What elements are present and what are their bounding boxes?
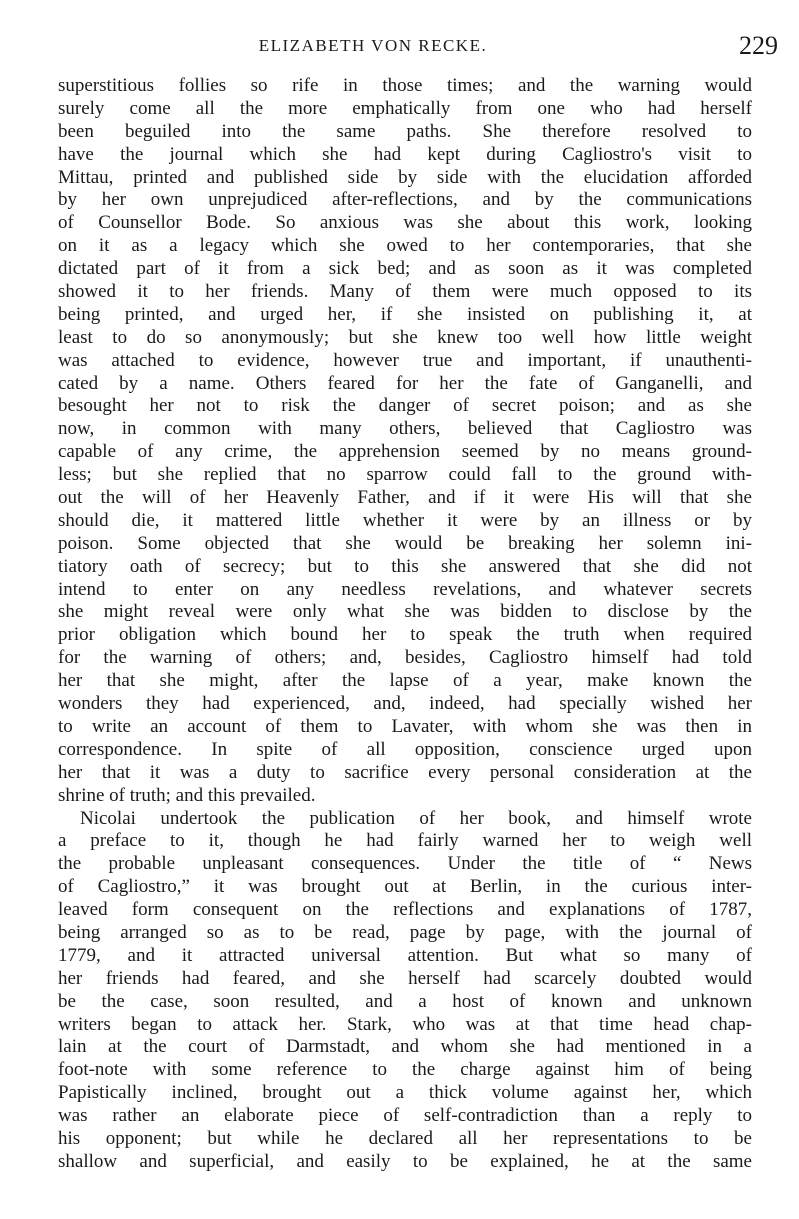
text-line: on it as a legacy which she owed to her contemporaries, that she bbox=[58, 235, 752, 257]
text-line: 1779, and it attracted universal attention. But what so many of bbox=[58, 944, 752, 966]
text-line: was rather an elaborate piece of self-contradiction than a reply to bbox=[58, 1105, 752, 1127]
text-line: the probable unpleasant consequences. Under the title of “ News bbox=[58, 853, 752, 875]
text-line: being arranged so as to be read, page by page, with the journal of bbox=[58, 921, 752, 943]
running-head bbox=[58, 31, 778, 60]
text-line: her that she might, after the lapse of a year, make known the bbox=[58, 670, 752, 692]
running-title: ELIZABETH VON RECKE. bbox=[258, 36, 488, 55]
text-line: cated by a name. Others feared for her the fate of Ganganelli, and bbox=[58, 372, 752, 394]
paragraph bbox=[58, 808, 752, 1174]
text-line: to write an account of them to Lavater, with whom she was then in bbox=[58, 715, 752, 737]
text-line: being printed, and urged her, if she insisted on publishing it, at bbox=[58, 303, 752, 325]
text-line: prior obligation which bound her to speak the truth when required bbox=[58, 624, 752, 646]
text-line: less; but she replied that no sparrow could fall to the ground with- bbox=[58, 464, 752, 486]
text-line: should die, it mattered little whether it were by an illness or by bbox=[58, 509, 752, 531]
text-line: showed it to her friends. Many of them were much opposed to its bbox=[58, 281, 752, 303]
body-text bbox=[58, 75, 752, 1174]
text-line: his opponent; but while he declared all her representations to be bbox=[58, 1127, 752, 1149]
text-line: capable of any crime, the apprehension seemed by no means ground- bbox=[58, 441, 752, 463]
text-line: by her own unprejudiced after-reflections, and by the communications bbox=[58, 189, 752, 211]
text-line: Nicolai undertook the publication of her book, and himself wrote bbox=[80, 807, 752, 829]
text-line: for the warning of others; and, besides, Cagliostro himself had told bbox=[58, 647, 752, 669]
text-line: shrine of truth; and this prevailed. bbox=[58, 784, 316, 806]
text-line: correspondence. In spite of all opposition, conscience urged upon bbox=[58, 738, 752, 760]
text-line: Mittau, printed and published side by side with the elucidation afforded bbox=[58, 166, 752, 188]
text-line: have the journal which she had kept during Cagliostro's visit to bbox=[58, 143, 752, 165]
text-line: she might reveal were only what she was bidden to disclose by the bbox=[58, 601, 752, 623]
text-line: wonders they had experienced, and, indeed, had specially wished her bbox=[58, 693, 752, 715]
text-line: shallow and superficial, and easily to be explained, he at the same bbox=[58, 1150, 752, 1172]
text-line: surely come all the more emphatically from one who had herself bbox=[58, 97, 752, 119]
text-line: superstitious follies so rife in those times; and the warning would bbox=[58, 75, 752, 96]
text-line: her friends had feared, and she herself had scarcely doubted would bbox=[58, 967, 752, 989]
text-line: of Cagliostro,” it was brought out at Berlin, in the curious inter- bbox=[58, 876, 752, 898]
text-line: was attached to evidence, however true and important, if unauthenti- bbox=[58, 349, 752, 371]
text-line: her that it was a duty to sacrifice every personal consideration at the bbox=[58, 761, 752, 783]
text-line: lain at the court of Darmstadt, and whom she had mentioned in a bbox=[58, 1036, 752, 1058]
text-line: writers began to attack her. Stark, who was at that time head chap- bbox=[58, 1013, 752, 1035]
text-line: foot-note with some reference to the charge against him of being bbox=[58, 1059, 752, 1081]
text-line: besought her not to risk the danger of secret poison; and as she bbox=[58, 395, 752, 417]
text-line: Papistically inclined, brought out a thick volume against her, which bbox=[58, 1082, 752, 1104]
text-line: intend to enter on any needless revelations, and whatever secrets bbox=[58, 578, 752, 600]
text-line: a preface to it, though he had fairly warned her to weigh well bbox=[58, 830, 752, 852]
text-line: now, in common with many others, believed that Cagliostro was bbox=[58, 418, 752, 440]
text-line: dictated part of it from a sick bed; and as soon as it was completed bbox=[58, 258, 752, 280]
text-line: poison. Some objected that she would be breaking her solemn ini- bbox=[58, 532, 752, 554]
text-line: been beguiled into the same paths. She therefore resolved to bbox=[58, 120, 752, 142]
text-line: of Counsellor Bode. So anxious was she about this work, looking bbox=[58, 212, 752, 234]
page-number: 229 bbox=[739, 31, 778, 60]
text-line: tiatory oath of secrecy; but to this she answered that she did not bbox=[58, 555, 752, 577]
text-line: leaved form consequent on the reflections and explanations of 1787, bbox=[58, 899, 752, 921]
text-line: out the will of her Heavenly Father, and if it were His will that she bbox=[58, 487, 752, 509]
text-line: be the case, soon resulted, and a host of known and unknown bbox=[58, 990, 752, 1012]
paragraph bbox=[58, 75, 752, 808]
text-line: least to do so anonymously; but she knew too well how little weight bbox=[58, 326, 752, 348]
